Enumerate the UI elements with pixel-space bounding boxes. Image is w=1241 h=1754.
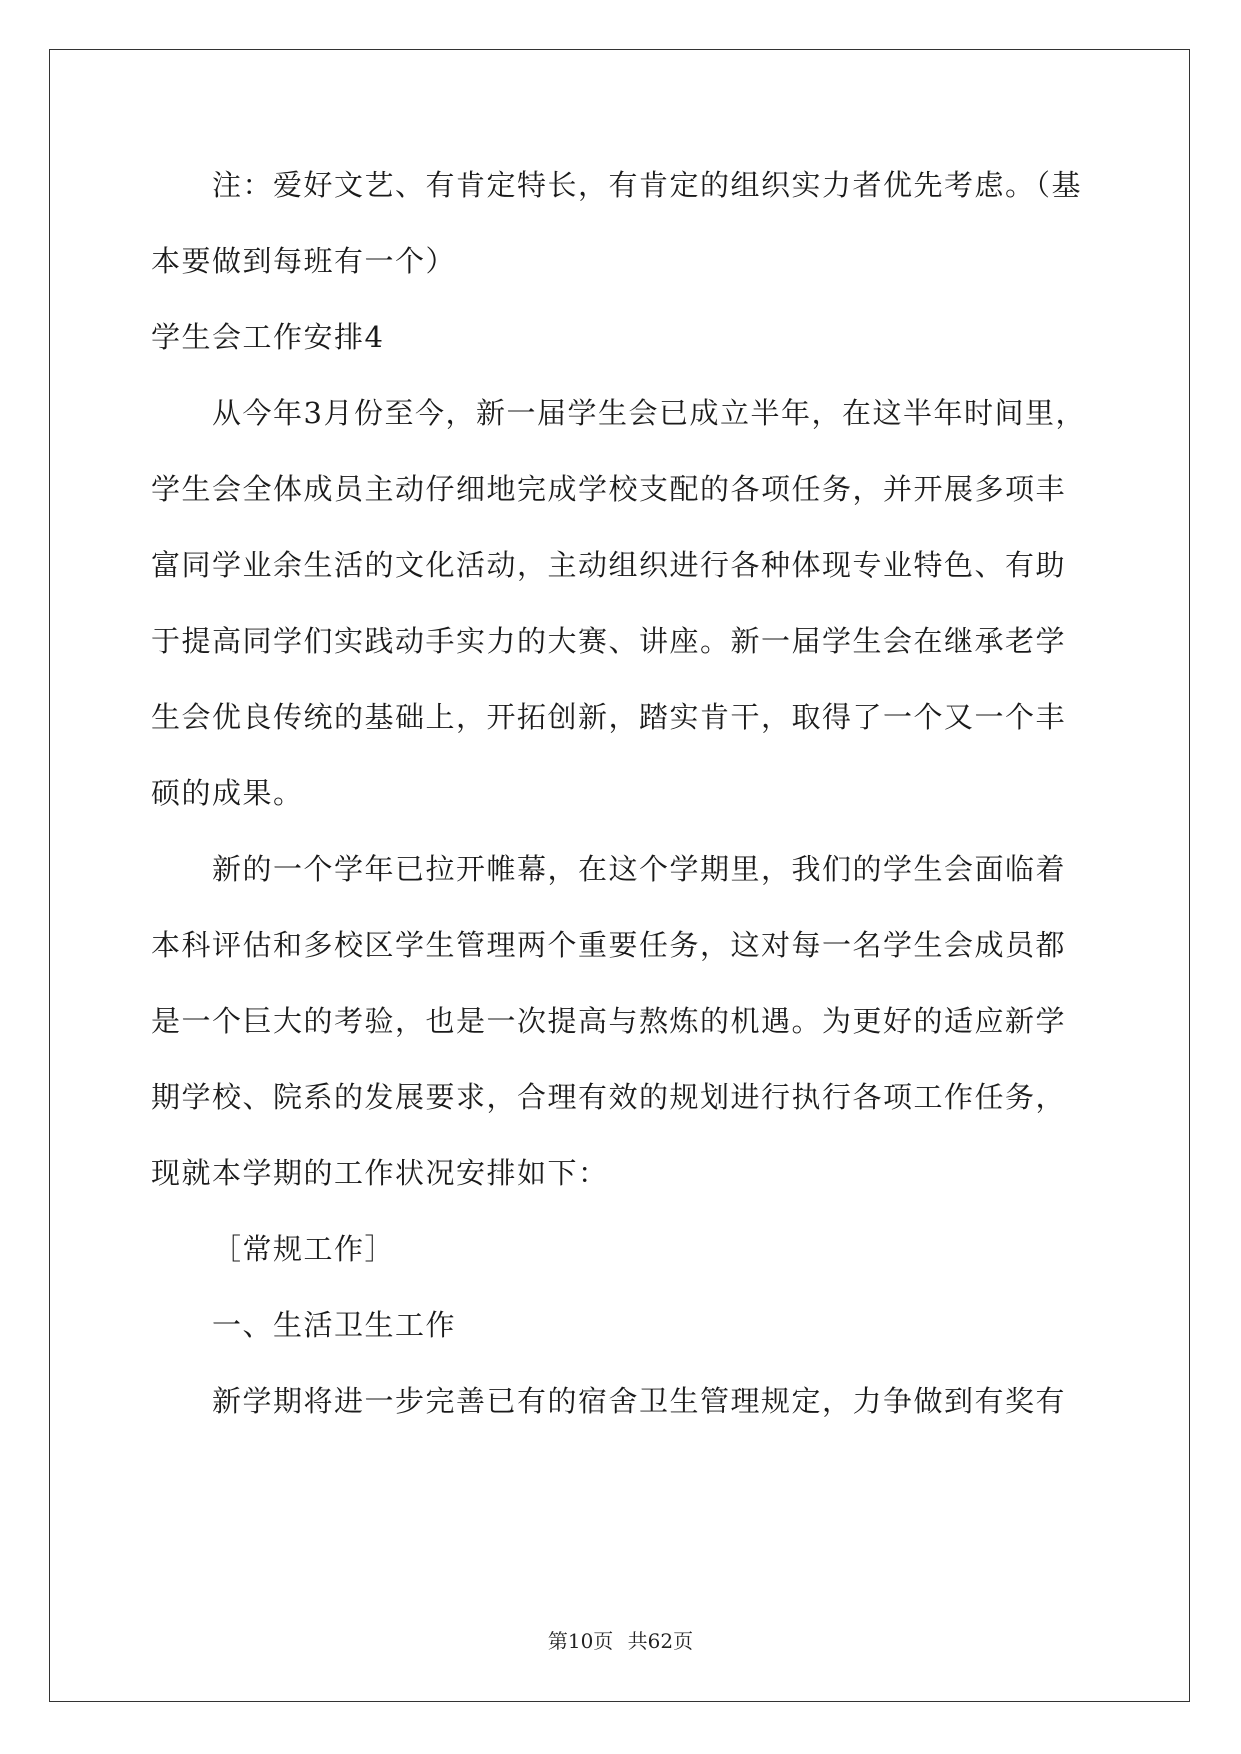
- text-line: 硕的成果。: [151, 776, 304, 810]
- text-line: 本科评估和多校区学生管理两个重要任务，这对每一名学生会成员都: [151, 928, 1067, 962]
- subsection-heading: 一、生活卫生工作: [212, 1308, 457, 1342]
- page-footer: [0, 1625, 1241, 1654]
- text-line: 生会优良传统的基础上，开拓创新，踏实肯干，取得了一个又一个丰: [151, 700, 1067, 734]
- text-line: 现就本学期的工作状况安排如下：: [151, 1156, 609, 1190]
- text-line: 注：爱好文艺、有肯定特长，有肯定的组织实力者优先考虑。（基: [212, 168, 1083, 202]
- document-body: [151, 166, 1091, 1458]
- text-line: 新的一个学年已拉开帷幕，在这个学期里，我们的学生会面临着: [212, 852, 1067, 886]
- section-heading: 学生会工作安排4: [151, 320, 385, 354]
- text-line: 学生会全体成员主动仔细地完成学校支配的各项任务，并开展多项丰: [151, 472, 1067, 506]
- text-line: 本要做到每班有一个）: [151, 244, 457, 278]
- text-line: 新学期将进一步完善已有的宿舍卫生管理规定，力争做到有奖有: [212, 1384, 1067, 1418]
- text-line: 于提高同学们实践动手实力的大赛、讲座。新一届学生会在继承老学: [151, 624, 1067, 658]
- text-line: 富同学业余生活的文化活动，主动组织进行各种体现专业特色、有助: [151, 548, 1067, 582]
- text-line: 期学校、院系的发展要求，合理有效的规划进行执行各项工作任务，: [151, 1080, 1067, 1114]
- text-line: 从今年3月份至今，新一届学生会已成立半年，在这半年时间里，: [212, 396, 1086, 430]
- text-line: 是一个巨大的考验，也是一次提高与熬炼的机遇。为更好的适应新学: [151, 1004, 1067, 1038]
- subsection-label: ［常规工作］: [212, 1232, 396, 1266]
- page-number: 第10页: [547, 1629, 614, 1653]
- page-total: 共62页: [627, 1629, 694, 1653]
